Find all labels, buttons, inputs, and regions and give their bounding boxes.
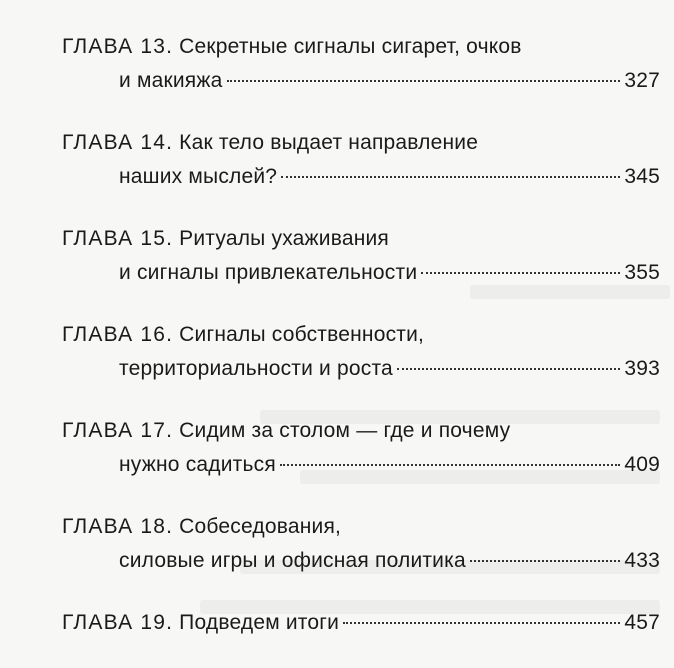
page-number: 327 xyxy=(624,69,660,92)
chapter-number: ГЛАВА 16. xyxy=(62,323,174,346)
toc-entry-13[interactable] xyxy=(62,30,660,98)
page-number: 345 xyxy=(624,165,660,188)
toc-entry-line-1 xyxy=(62,510,660,544)
toc-entry-15[interactable] xyxy=(62,222,660,290)
toc-entry-line-1 xyxy=(62,30,660,64)
dot-leader xyxy=(421,272,620,274)
toc-entry-line-2 xyxy=(62,160,660,194)
chapter-title-line2: силовые игры и офисная политика xyxy=(119,549,466,572)
toc-entry-line-1 xyxy=(62,126,660,160)
dot-leader xyxy=(227,80,621,82)
toc-entry-17[interactable] xyxy=(62,414,660,482)
page-number: 355 xyxy=(624,261,660,284)
chapter-number: ГЛАВА 13. xyxy=(62,35,174,58)
toc-entry-line-1 xyxy=(62,318,660,352)
chapter-title-line1: Секретные сигналы сигарет, очков xyxy=(179,35,522,58)
page-number: 433 xyxy=(624,549,660,572)
toc-entry-line-2 xyxy=(62,64,660,98)
chapter-title-line1: Подведем итоги xyxy=(179,611,340,634)
toc-entry-line-2 xyxy=(62,448,660,482)
toc-entry-14[interactable] xyxy=(62,126,660,194)
toc-entry-line-2 xyxy=(62,352,660,386)
chapter-title-line1: Как тело выдает направление xyxy=(179,131,479,154)
toc-entry-16[interactable] xyxy=(62,318,660,386)
dot-leader xyxy=(397,368,620,370)
toc-entry-line-2 xyxy=(62,256,660,290)
chapter-number: ГЛАВА 14. xyxy=(62,131,174,154)
toc-entry-line-1 xyxy=(62,414,660,448)
chapter-title-line2: наших мыслей? xyxy=(119,165,278,188)
dot-leader xyxy=(280,464,620,466)
toc-entry-18[interactable] xyxy=(62,510,660,578)
chapter-number: ГЛАВА 17. xyxy=(62,419,174,442)
chapter-number: ГЛАВА 18. xyxy=(62,515,174,538)
chapter-title-line1: Ритуалы ухаживания xyxy=(179,227,390,250)
chapter-title-line1: Сидим за столом — где и почему xyxy=(179,419,511,442)
page-number: 409 xyxy=(624,453,660,476)
toc-entry-line-1 xyxy=(62,222,660,256)
toc-entry-19[interactable] xyxy=(62,606,660,640)
dot-leader xyxy=(281,176,620,178)
toc-entry-line-1 xyxy=(62,606,660,640)
chapter-title-line2: и сигналы привлекательности xyxy=(119,261,418,284)
chapter-title-line2: нужно садиться xyxy=(119,453,276,476)
chapter-title-line2: и макияжа xyxy=(119,69,223,92)
chapter-number: ГЛАВА 19. xyxy=(62,611,174,634)
chapter-title-line1: Сигналы собственности, xyxy=(179,323,425,346)
chapter-number: ГЛАВА 15. xyxy=(62,227,174,250)
dot-leader xyxy=(343,622,620,624)
page-number: 457 xyxy=(624,611,660,634)
chapter-title-line2: территориальности и роста xyxy=(119,357,393,380)
page-number: 393 xyxy=(624,357,660,380)
table-of-contents xyxy=(62,30,660,668)
dot-leader xyxy=(470,560,621,562)
toc-entry-line-2 xyxy=(62,544,660,578)
chapter-title-line1: Собеседования, xyxy=(179,515,342,538)
